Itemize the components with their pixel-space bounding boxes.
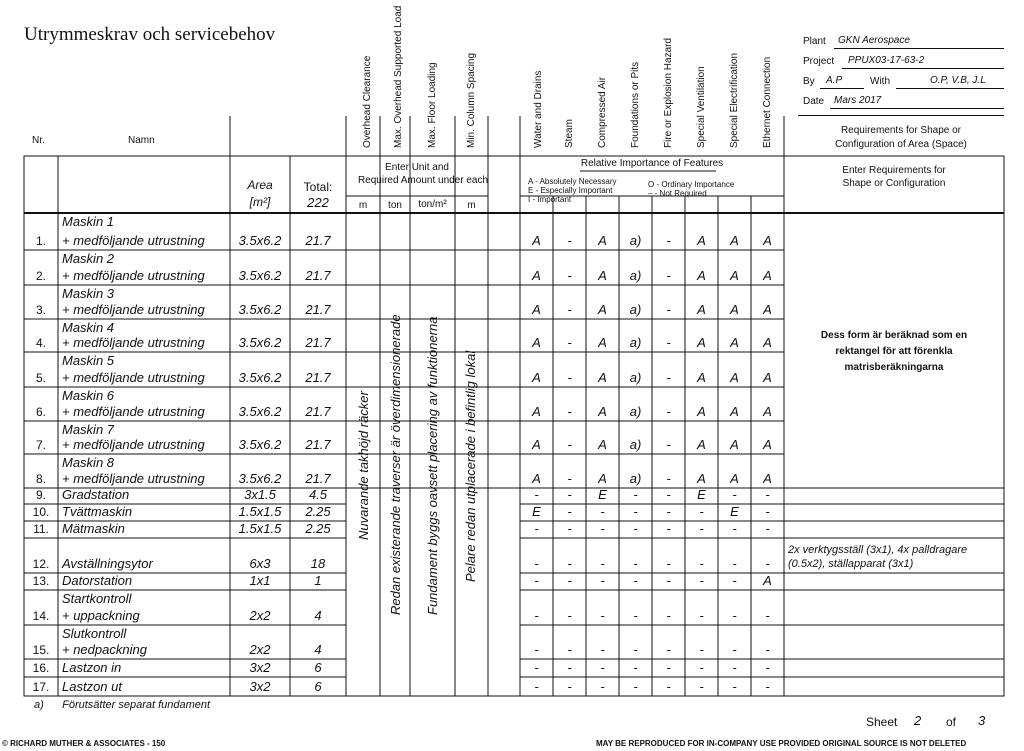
row-area: 2x2 <box>249 608 271 623</box>
row-area: 3x2 <box>249 660 271 675</box>
feature-cell: - <box>765 487 770 502</box>
row-name-detail: + medföljande utrustning <box>62 268 205 283</box>
feature-cell: A <box>697 437 706 452</box>
plant-value: GKN Aerospace <box>838 35 910 46</box>
feature-cell: - <box>600 660 605 675</box>
row-name: Avställningsytor <box>62 556 153 571</box>
project-label: Project <box>803 56 835 67</box>
row-total: 4 <box>314 608 322 623</box>
legend-e: E - Especially Important <box>528 186 613 195</box>
feature-cell: - <box>567 471 572 486</box>
feature-cell: - <box>765 521 770 536</box>
row-name: Maskin 5 <box>62 353 115 368</box>
feature-cell: a) <box>629 233 642 248</box>
feature-cell: A <box>730 335 739 350</box>
row-name: Lastzon in <box>62 660 122 675</box>
col-namn-label: Namn <box>128 135 155 146</box>
shape-note-line1: Dess form är beräknad som en <box>820 330 968 341</box>
sheet-label: Sheet <box>866 715 898 729</box>
feature-cell: - <box>699 608 704 623</box>
feature-cell: A <box>697 302 706 317</box>
row-name: Maskin 4 <box>62 320 115 335</box>
feature-cell: A <box>763 573 772 588</box>
row-total: 21.7 <box>305 302 331 317</box>
feature-cell: - <box>666 642 671 657</box>
page-title: Utrymmeskrav och servicebehov <box>24 24 276 45</box>
feature-cell: - <box>567 370 572 385</box>
feature-cell: - <box>699 642 704 657</box>
feature-cell: - <box>567 679 572 694</box>
feature-cell: - <box>765 679 770 694</box>
feature-cell: - <box>567 302 572 317</box>
feature-cell: A <box>763 437 772 452</box>
feature-cell: A <box>763 302 772 317</box>
row-number: 15. <box>32 643 50 657</box>
feature-cell: - <box>633 679 638 694</box>
row-number: 4. <box>35 336 46 350</box>
feature-cell: - <box>666 404 671 419</box>
row-number: 6. <box>35 405 46 419</box>
row-total: 18 <box>310 556 326 571</box>
feature-cell: - <box>732 679 737 694</box>
hdr-special-electrification: Special Electrification <box>729 52 740 148</box>
row-name: Datorstation <box>62 573 133 588</box>
feature-cell: - <box>699 556 704 571</box>
feature-cell: - <box>732 642 737 657</box>
row-number: 10. <box>32 505 50 519</box>
feature-cell: A <box>598 302 607 317</box>
feature-cell: - <box>567 573 572 588</box>
shape-note-line2: rektangel för att förenkla <box>835 346 953 357</box>
feature-cell: - <box>732 608 737 623</box>
feature-cell: A <box>598 471 607 486</box>
feature-cell: A <box>532 302 541 317</box>
feature-cell: E <box>532 504 541 519</box>
feature-cell: A <box>598 404 607 419</box>
total-value: 222 <box>307 195 329 210</box>
row-total: 4.5 <box>308 487 328 502</box>
row-name: Maskin 8 <box>62 455 115 470</box>
feature-cell: - <box>567 404 572 419</box>
feature-cell: - <box>534 608 539 623</box>
unit-m2: m <box>467 200 476 211</box>
feature-cell: A <box>532 370 541 385</box>
date-label: Date <box>803 96 825 107</box>
row-area: 1.5x1.5 <box>238 521 282 536</box>
row-name-detail: + medföljande utrustning <box>62 233 205 248</box>
feature-cell: A <box>598 268 607 283</box>
row-name: Maskin 1 <box>62 214 115 229</box>
project-value: PPUX03-17-63-2 <box>848 55 925 66</box>
feature-cell: - <box>600 556 605 571</box>
feature-cell: E <box>730 504 739 519</box>
row-name: Mätmaskin <box>62 521 125 536</box>
feature-cell: - <box>699 573 704 588</box>
hdr-special-ventilation: Special Ventilation <box>696 66 707 148</box>
row-total: 2.25 <box>305 521 331 536</box>
footnote: a) Förutsätter separat fundament <box>34 699 211 711</box>
enter-req-line1: Enter Requirements for <box>842 165 946 176</box>
row-name-detail: + medföljande utrustning <box>62 404 205 419</box>
row-area: 3.5x6.2 <box>238 268 282 283</box>
row-area: 1.5x1.5 <box>238 504 282 519</box>
row-total: 21.7 <box>305 404 331 419</box>
hdr-water-drains: Water and Drains <box>533 70 544 148</box>
feature-cell: - <box>633 504 638 519</box>
row-number: 5. <box>35 371 46 385</box>
col-area-unit: [m²] <box>249 195 271 209</box>
row-total: 21.7 <box>305 268 331 283</box>
row12-note-line1: 2x verktygsställ (3x1), 4x palldragare <box>788 544 968 556</box>
feature-cell: - <box>534 521 539 536</box>
legend-dash: – - Not Required <box>648 189 707 198</box>
hdr-overhead-clearance: Overhead Clearance <box>362 55 373 148</box>
col-nr-label: Nr. <box>32 135 45 146</box>
feature-cell: a) <box>629 370 642 385</box>
reproduce-note: MAY BE REPRODUCED FOR IN-COMPANY USE PROVIDED ORIGINAL SOURCE IS NOT DELETED <box>596 739 967 748</box>
row-number: 2. <box>35 269 46 283</box>
row-name: Lastzon ut <box>62 679 122 694</box>
with-label: With <box>870 76 890 87</box>
row-number: 8. <box>35 472 46 486</box>
feature-cell: - <box>765 642 770 657</box>
enter-unit-line2: Required Amount under each <box>357 175 489 186</box>
feature-cell: - <box>567 437 572 452</box>
row-name: Maskin 2 <box>62 251 115 266</box>
feature-cell: - <box>600 504 605 519</box>
plant-label: Plant <box>803 36 826 47</box>
hdr-ethernet: Ethernet Connection <box>762 56 773 148</box>
feature-cell: - <box>699 660 704 675</box>
row-total: 21.7 <box>305 437 331 452</box>
feature-cell: - <box>567 335 572 350</box>
by-value: A.P <box>826 75 843 86</box>
enter-unit-line1: Enter Unit and <box>385 162 449 173</box>
feature-cell: - <box>699 679 704 694</box>
feature-cell: - <box>666 504 671 519</box>
feature-cell: A <box>730 437 739 452</box>
enter-req-line2: Shape or Configuration <box>842 178 946 189</box>
row-area: 3x1.5 <box>244 487 276 502</box>
row-area: 3.5x6.2 <box>238 370 282 385</box>
feature-cell: - <box>534 642 539 657</box>
row12-note-line2: (0.5x2), ställapparat (3x1) <box>788 558 914 570</box>
feature-cell: - <box>567 487 572 502</box>
feature-cell: - <box>567 504 572 519</box>
feature-cell: - <box>534 573 539 588</box>
feature-cell: A <box>763 268 772 283</box>
feature-cell: a) <box>629 471 642 486</box>
copyright: © RICHARD MUTHER & ASSOCIATES - 150 <box>2 739 166 748</box>
sheet-number: 2 <box>914 713 922 728</box>
feature-cell: A <box>763 335 772 350</box>
feature-cell: a) <box>629 437 642 452</box>
row-name: Maskin 7 <box>62 422 115 437</box>
feature-cell: - <box>534 660 539 675</box>
feature-cell: - <box>567 521 572 536</box>
feature-cell: - <box>666 521 671 536</box>
feature-cell: A <box>730 268 739 283</box>
feature-cell: A <box>532 233 541 248</box>
row-name-detail: + medföljande utrustning <box>62 370 205 385</box>
feature-cell: - <box>765 504 770 519</box>
feature-cell: A <box>730 233 739 248</box>
req-shape-line2: Configuration of Area (Space) <box>835 139 967 150</box>
feature-cell: - <box>633 573 638 588</box>
req-shape-line1: Requirements for Shape or <box>840 125 962 136</box>
col-total-label: Total: <box>303 180 333 194</box>
feature-cell: - <box>567 233 572 248</box>
row-number: 16. <box>32 661 50 675</box>
feature-cell: - <box>732 573 737 588</box>
row-total: 6 <box>314 660 322 675</box>
feature-cell: - <box>666 487 671 502</box>
feature-cell: A <box>598 437 607 452</box>
row-name: Tvättmaskin <box>62 504 133 519</box>
feature-cell: a) <box>629 268 642 283</box>
row-area: 3.5x6.2 <box>238 437 282 452</box>
row-total: 4 <box>314 642 322 657</box>
row-name: Maskin 6 <box>62 388 115 403</box>
feature-cell: - <box>567 556 572 571</box>
row-number: 1. <box>35 234 46 248</box>
unit-ton-m2: ton/m² <box>418 199 447 210</box>
row-area: 1x1 <box>249 573 271 588</box>
feature-cell: - <box>534 556 539 571</box>
feature-cell: - <box>732 521 737 536</box>
feature-cell: A <box>598 370 607 385</box>
feature-cell: a) <box>629 335 642 350</box>
feature-cell: - <box>600 642 605 657</box>
row-number: 14. <box>32 609 50 623</box>
feature-cell: A <box>763 370 772 385</box>
feature-cell: - <box>666 233 671 248</box>
feature-cell: A <box>697 268 706 283</box>
shape-note-line3: matrisberäkningarna <box>844 362 944 373</box>
feature-cell: - <box>666 302 671 317</box>
of-label: of <box>946 715 957 729</box>
row-number: 11. <box>33 522 49 536</box>
feature-cell: A <box>730 302 739 317</box>
col-area-label: Area <box>247 178 273 192</box>
note-traverser: Redan existerande traverser är överdimensionerade <box>388 314 403 615</box>
hdr-foundations: Foundations or Pits <box>630 61 641 148</box>
row-name: Slutkontroll <box>62 626 127 641</box>
feature-cell: - <box>765 660 770 675</box>
feature-cell: - <box>666 556 671 571</box>
by-label: By <box>803 76 815 87</box>
hdr-steam: Steam <box>564 119 575 148</box>
feature-cell: - <box>699 521 704 536</box>
feature-cell: A <box>730 404 739 419</box>
feature-cell: A <box>598 335 607 350</box>
feature-cell: A <box>598 233 607 248</box>
row-number: 13. <box>32 574 50 588</box>
note-fundament: Fundament byggs oavsett placering av funktionerna <box>425 316 440 615</box>
feature-cell: - <box>666 268 671 283</box>
feature-cell: a) <box>629 404 642 419</box>
feature-cell: - <box>600 521 605 536</box>
feature-cell: E <box>697 487 706 502</box>
row-area: 3.5x6.2 <box>238 302 282 317</box>
row-name: Gradstation <box>62 487 130 502</box>
hdr-compressed-air: Compressed Air <box>597 76 608 148</box>
feature-cell: A <box>532 471 541 486</box>
row-total: 21.7 <box>305 233 331 248</box>
feature-cell: - <box>567 642 572 657</box>
row-number: 3. <box>35 303 46 317</box>
feature-cell: A <box>532 268 541 283</box>
feature-cell: A <box>763 233 772 248</box>
legend-o: O - Ordinary Importance <box>648 180 735 189</box>
feature-cell: - <box>633 521 638 536</box>
row-number: 7. <box>35 438 46 452</box>
feature-cell: - <box>732 660 737 675</box>
row-number: 17. <box>32 680 50 694</box>
sheet-total: 3 <box>978 713 986 728</box>
feature-cell: A <box>532 404 541 419</box>
feature-cell: E <box>598 487 607 502</box>
feature-cell: - <box>666 660 671 675</box>
row-area: 3x2 <box>249 679 271 694</box>
feature-cell: A <box>763 404 772 419</box>
hdr-max-floor-loading: Max. Floor Loading <box>427 62 438 148</box>
feature-cell: - <box>732 556 737 571</box>
feature-cell: - <box>633 608 638 623</box>
row-name-detail: + medföljande utrustning <box>62 471 205 486</box>
feature-cell: - <box>666 471 671 486</box>
hdr-fire-hazard: Fire or Explosion Hazard <box>663 37 674 148</box>
feature-cell: - <box>534 487 539 502</box>
feature-cell: - <box>567 660 572 675</box>
feature-cell: - <box>633 556 638 571</box>
unit-ton: ton <box>388 200 402 211</box>
feature-cell: - <box>633 487 638 502</box>
feature-cell: A <box>532 437 541 452</box>
feature-cell: A <box>697 233 706 248</box>
feature-cell: - <box>633 642 638 657</box>
feature-cell: a) <box>629 302 642 317</box>
feature-cell: A <box>532 335 541 350</box>
row-name-detail: + nedpackning <box>62 642 147 657</box>
feature-cell: - <box>600 573 605 588</box>
feature-cell: - <box>765 556 770 571</box>
row-area: 3.5x6.2 <box>238 404 282 419</box>
hdr-min-column-spacing: Min. Column Spacing <box>466 52 477 148</box>
feature-cell: - <box>600 679 605 694</box>
feature-cell: - <box>567 608 572 623</box>
row-area: 6x3 <box>249 556 271 571</box>
feature-cell: - <box>666 608 671 623</box>
relative-importance-title: Relative Importance of Features <box>580 158 724 169</box>
feature-cell: A <box>763 471 772 486</box>
feature-cell: - <box>633 660 638 675</box>
feature-cell: A <box>697 404 706 419</box>
row-name: Startkontroll <box>62 591 132 606</box>
feature-cell: - <box>732 487 737 502</box>
unit-m: m <box>358 200 368 211</box>
feature-cell: - <box>666 335 671 350</box>
feature-cell: A <box>730 370 739 385</box>
row-name: Maskin 3 <box>62 286 115 301</box>
row-area: 3.5x6.2 <box>238 471 282 486</box>
feature-cell: - <box>765 608 770 623</box>
row-total: 2.25 <box>305 504 331 519</box>
row-total: 21.7 <box>305 471 331 486</box>
feature-cell: A <box>697 335 706 350</box>
row-name-detail: + medföljande utrustning <box>62 437 205 452</box>
feature-cell: - <box>666 370 671 385</box>
row-area: 3.5x6.2 <box>238 335 282 350</box>
row-number: 9. <box>35 488 46 502</box>
feature-cell: - <box>534 679 539 694</box>
legend-i: I - Important <box>528 195 572 204</box>
row-total: 1 <box>314 573 322 588</box>
date-value: Mars 2017 <box>834 95 882 106</box>
note-takhojd: Nuvarande takhöjd räcker <box>356 391 371 540</box>
row-name-detail: + uppackning <box>62 608 140 623</box>
feature-cell: - <box>699 504 704 519</box>
row-area: 2x2 <box>249 642 271 657</box>
row-total: 21.7 <box>305 335 331 350</box>
feature-cell: - <box>600 608 605 623</box>
row-total: 21.7 <box>305 370 331 385</box>
feature-cell: A <box>730 471 739 486</box>
feature-cell: A <box>697 370 706 385</box>
feature-cell: - <box>666 679 671 694</box>
row-name-detail: + medföljande utrustning <box>62 302 205 317</box>
hdr-max-overhead-load: Max. Overhead Supported Load <box>393 5 404 148</box>
row-area: 3.5x6.2 <box>238 233 282 248</box>
feature-cell: A <box>697 471 706 486</box>
note-pelare: Pelare redan utplacerade i befintlig lokal <box>463 350 478 582</box>
row-total: 6 <box>314 679 322 694</box>
feature-cell: - <box>567 268 572 283</box>
with-value: O.P, V.B, J.L <box>930 75 986 86</box>
legend-a: A - Absolutely Necessary <box>528 177 617 186</box>
row-number: 12. <box>32 557 50 571</box>
feature-cell: - <box>666 437 671 452</box>
row-name-detail: + medföljande utrustning <box>62 335 205 350</box>
feature-cell: - <box>666 573 671 588</box>
